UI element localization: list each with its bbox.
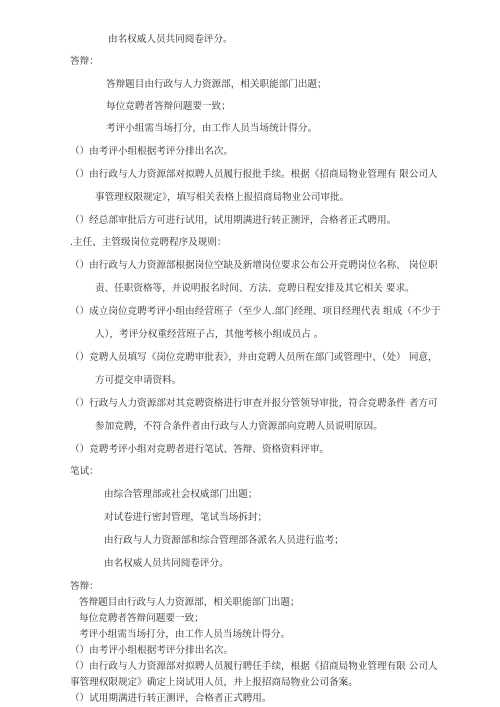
list-item-continuation: 方可提交申请资料。 bbox=[95, 375, 182, 386]
list-item-continuation: 事管理权限规定》确定上岗试用人员，并上报招商局物业公司备案。 bbox=[70, 677, 358, 688]
text-line: 考评小组需当场打分，由工作人员当场统计得分。 bbox=[106, 123, 318, 134]
text-line: 每位竞聘者答辩问题要一致； bbox=[106, 101, 231, 112]
list-item: （）由行政与人力资源部对拟聘人员履行聘任手续，根据《招商局物业管理有限 公司人 bbox=[70, 661, 438, 672]
list-item: （）由考评小组根据考评分排出名次。 bbox=[70, 146, 234, 157]
text-line: 考评小组需当场打分，由工作人员当场统计得分。 bbox=[79, 629, 291, 640]
list-item: （）竞聘人员填写《岗位竞聘审批表》，并由竞聘人员所在部门或管理中、（处） 同意， bbox=[70, 352, 438, 363]
list-item: （）由行政与人力资源部根据岗位空缺及新增岗位要求公布公开竞聘岗位名称、 岗位职 bbox=[70, 260, 438, 271]
text-line: 对试卷进行密封管理，笔试当场拆封； bbox=[104, 512, 268, 523]
text-line: 由名权威人员共同阅卷评分。 bbox=[108, 34, 233, 45]
list-item-continuation: 事管理权限规定》，填写相关表格上报招商局物业公司审批。 bbox=[95, 192, 350, 203]
list-item: （）成立岗位竞聘考评小组由经营班子（至少人.部门经理、项目经理代表 组成（不少于 bbox=[70, 306, 441, 317]
list-item: （）竞聘考评小组对竞聘者进行笔试、答辩、资格资料评审。 bbox=[70, 444, 330, 455]
section-heading: 笔试： bbox=[70, 466, 99, 477]
list-item: （）行政与人力资源部对其竞聘资格进行审查并报分管领导审批，符合竞聘条件 者方可 bbox=[70, 398, 438, 409]
text-line: 每位竞聘者答辩问题要一致； bbox=[79, 613, 204, 624]
section-heading: 答辩： bbox=[70, 581, 99, 592]
list-item: （）试用期满进行转正测评，合格者正式聘用。 bbox=[70, 693, 272, 704]
list-item: （）由考评小组根据考评分排出名次。 bbox=[70, 645, 234, 656]
section-heading: 答辩： bbox=[70, 56, 99, 67]
list-item-continuation: 人），考评分权重经营班子占，其他考核小组成员占 。 bbox=[95, 329, 324, 340]
text-line: 由综合管理部或社会权威部门出题； bbox=[104, 489, 258, 500]
section-heading: .主任、主管级岗位竞聘程序及规则： bbox=[70, 237, 227, 248]
text-line: 答辩题目由行政与人力资源部，相关职能部门出题； bbox=[106, 79, 327, 90]
list-item-continuation: 责、任职资格等，并说明报名时间、方法、竞聘日程安排及其它相关 要求。 bbox=[95, 283, 415, 294]
list-item: （）经总部审批后方可进行试用，试用期满进行转正测评，合格者正式聘用。 bbox=[70, 215, 397, 226]
text-line: 由名权威人员共同阅卷评分。 bbox=[104, 558, 229, 569]
text-line: 由行政与人力资源部和综合管理部各派名人员进行监考； bbox=[104, 535, 344, 546]
list-item-continuation: 参加竞聘，不符合条件者由行政与人力资源部向竞聘人员说明原因。 bbox=[95, 421, 383, 432]
list-item: （）由行政与人力资源部对拟聘人员履行报批手续。根据《招商局物业管理有 限公司人 bbox=[70, 169, 438, 180]
text-line: 答辩题目由行政与人力资源部，相关职能部门出题； bbox=[79, 597, 300, 608]
